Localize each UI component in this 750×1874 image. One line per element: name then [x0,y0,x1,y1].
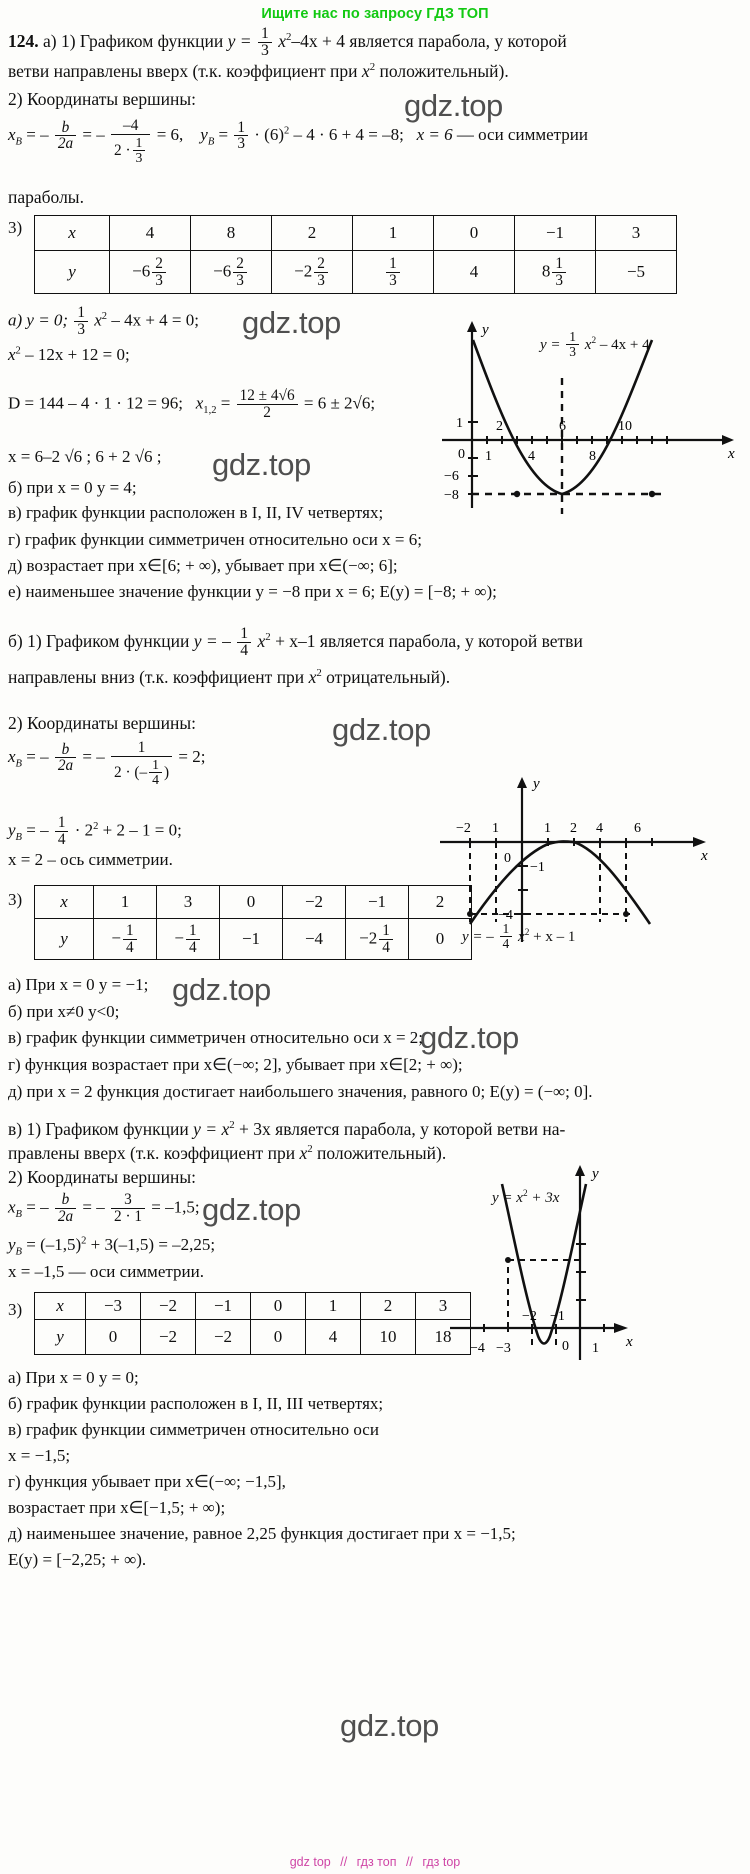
table-cell: −2 [196,1320,251,1355]
table-header-x: x [35,216,110,251]
exponent-2: 2 [286,31,292,44]
part-v-item-a: а) При x = 0 y = 0; [8,1368,139,1387]
part-b-graph-xtick-1: 1 [544,821,551,836]
part-v-graph-xtick-neg3: −3 [496,1341,511,1356]
part-b-graph-ytick-neg4: −4 [498,908,513,923]
fraction-one-third: $\frac{1}{3}$ [258,26,272,59]
fraction-one-third: $\frac{1}{3}$ [234,120,248,152]
part-a-graph-ytick-neg8: −8 [444,488,459,503]
part-b-axis-line: x = 2 – ось симметрии. [8,850,173,869]
table-cell: −2 [141,1293,196,1320]
part-a-item-e: е) наименьшее значение функции y = −8 при x = 6; E(y) = [−8; + ∞); [8,582,497,601]
table-cell: 3 [157,886,220,919]
table-cell: −1 [220,919,283,960]
part-v-item-v1: в) график функции симметричен относительно оси [8,1420,379,1439]
part-a-item-g: г) график функции симметричен относительно оси x = 6; [8,530,422,549]
table-cell: 0 [434,216,515,251]
part-a-graph-y-label: y [482,322,489,338]
part-a-graph-x-label: x [728,446,735,462]
table-cell: −6 $\frac{2}{3}$ [110,251,191,294]
table-cell: 0 [86,1320,141,1355]
table-cell: −4 [283,919,346,960]
table-cell: 0 [251,1293,306,1320]
table-header-x: x [35,886,94,919]
table-cell: 4 [306,1320,361,1355]
table-cell: 4 [434,251,515,294]
part-a-item-v: в) график функции расположен в I, II, IV четвертях; [8,503,384,522]
part-a-graph [432,318,742,523]
part-v-line1: в) 1) Графиком функции $y = x^2 + 3x$ является парабола, у которой ветви на- [8,1119,566,1139]
watermark-6: gdz.top [202,1192,301,1227]
part-b-graph-xtick-neg1: 1 [492,821,499,836]
part-v-graph-origin: 0 [562,1339,569,1354]
part-v-graph-y-label: y [592,1166,599,1182]
table-row [35,1293,471,1320]
promo-banner: Ищите нас по запросу ГДЗ ТОП [261,6,489,22]
table-cell: 18 [416,1320,471,1355]
part-b-line1: б) 1) Графиком функции y = – $\frac{1}{4}$ $x^2 + x-1$ является парабола, у которой ветви [8,625,583,660]
part-a-graph-ytick-1: 1 [456,416,463,431]
table-cell: −2 [141,1320,196,1355]
table-cell: 0 [409,919,472,960]
table-cell: 10 [361,1320,416,1355]
table-cell: 2 [272,216,353,251]
part-b-graph-xtick-2: 2 [570,821,577,836]
part-v-graph-xtick-neg4: −4 [470,1341,485,1356]
table-cell: 2 [409,886,472,919]
table-header-x: x [35,1293,86,1320]
part-b-graph-xtick-6: 6 [634,821,641,836]
part-a-discriminant: D = 144 – 4 · 1 · 12 = 96; $x_{1,2}$ = $\frac{12 \pm 4√6}{2}$ = 6 ± 2√6; [8,387,376,421]
part-b-item-g: г) функция возрастает при x∈(−∞; 2], убывает при x∈[2; + ∞); [8,1055,463,1074]
watermark-5: gdz.top [420,1020,519,1055]
part-a-graph-xtick-2: 2 [496,419,503,434]
footer-right: гдз top [422,1855,461,1869]
part-v-axis-line: x = –1,5 — оси симметрии. [8,1262,204,1281]
part-v-item-d: д) наименьшее значение, равное 2,25 функция достигает при x = −1,5; [8,1524,516,1543]
part-b-item-a: а) При x = 0 y = −1; [8,975,149,994]
part-a-graph-xtick-6: 6 [559,419,566,434]
table-cell: 4 [110,216,191,251]
fraction-b-over-2a: $\frac{b}{2a}$ [55,1192,76,1224]
part-a-line2: ветви направлены вверх (т.к. коэффициент при $x^2$ положительный). [8,61,509,81]
table-cell: −2 $\frac{1}{4}$ [346,919,409,960]
table-cell: 8 [191,216,272,251]
page-footer [0,1855,750,1869]
part-b-graph-x-label: x [701,848,708,864]
fraction-roots: $\frac{12 \pm 4√6}{2}$ [237,388,298,420]
part-v-table-label: 3) [8,1300,23,1319]
part-v-graph-xtick-neg2: −2 [522,1309,537,1324]
part-b-graph-ytick-neg1: −1 [530,860,545,875]
part-v-values-table [34,1292,471,1355]
fraction-one-fourth: $\frac{1}{4}$ [237,626,251,659]
table-row [35,251,677,294]
part-a-graph-xtick-1: 1 [485,449,492,464]
watermark-7: gdz.top [340,1708,439,1743]
footer-mid: гдз топ [356,1855,397,1869]
table-row [35,919,472,960]
part-b-graph-xtick-4: 4 [596,821,603,836]
table-cell: $\frac{1}{3}$ [353,251,434,294]
part-a-line1-tail: –4x + 4 является парабола, у которой [291,30,567,51]
part-b-item-v: в) график функции симметричен относительно оси x = 2; [8,1028,424,1047]
axis-of-symmetry-value: x = 6 [416,125,453,145]
table-cell: 0 [251,1320,306,1355]
table-cell: −1 [515,216,596,251]
part-v-graph-xtick-neg1: −1 [550,1309,565,1324]
part-b-vertex-y: $y_B$ = – $\frac{1}{4}$ · $2^2 + 2 - 1 = 0$; [8,814,182,848]
part-a-table-label: 3) [8,218,23,237]
part-a-values-table [34,215,677,294]
part-b-curve-label: y = – $\frac{1}{4}$ $x^2 + x - 1$ [462,921,576,951]
part-b-line3: 2) Координаты вершины: [8,713,197,733]
part-a-roots-list: x = 6–2 √6 ; 6 + 2 √6 ; [8,447,162,466]
part-v-item-e: E(y) = [−2,25; + ∞). [8,1550,147,1569]
table-cell: 3 [416,1293,471,1320]
watermark-0: gdz.top [404,88,503,123]
part-v-item-g: г) функция убывает при x∈(−∞; −1,5], [8,1472,286,1491]
part-b-graph-xtick-neg2: −2 [456,821,471,836]
table-cell: −1 [196,1293,251,1320]
part-a-curve-label: y = $\frac{1}{3}$ $x^2 - 4x + 4$ [540,329,650,359]
part-b-item-b: б) при x≠0 y<0; [8,1002,120,1021]
footer-sep-2: // [405,1855,413,1869]
table-cell: 0 [220,886,283,919]
watermark-2: gdz.top [212,447,311,482]
fraction-one-fourth: $\frac{1}{4}$ [55,815,69,847]
part-a-line1-pre: а) 1) Графиком функции [43,30,224,51]
table-row [35,886,472,919]
fraction-b-over-2a: $\frac{b}{2a}$ [55,120,76,152]
table-cell: −2 $\frac{2}{3}$ [272,251,353,294]
part-v-item-b: б) график функции расположен в I, II, III четвертях; [8,1394,384,1413]
part-a-solve-a: а) y = 0; $\frac{1}{3}$ $x^2 - 4x + 4 = 0$; [8,304,199,338]
footer-left: gdz top [289,1855,331,1869]
table-cell: − $\frac{1}{4}$ [94,919,157,960]
part-v-curve-label: $y = x^2 + 3x$ [492,1189,560,1206]
part-a-graph-origin: 0 [458,447,465,462]
part-a-vertex-formula: $x_B$ = – $\frac{b}{2a}$ = – –4 2 · $\frac{1}{3}$ = 6, $y_B$ = $\frac{1}{3}$ · $(6)^2 - 4 \cdot 6 + 4 = -8$; x = 6 — оси симметрии [8,117,588,165]
watermark-1: gdz.top [242,305,341,340]
y-vertex-symbol: y [200,125,208,145]
part-a-quadratic: $x^2 - 12x + 12 = 0$; [8,345,130,364]
part-a-eq-y: y = [227,30,252,51]
task-number: 124. [8,30,39,51]
watermark-4: gdz.top [172,972,271,1007]
part-v-line2: правлены вверх (т.к. коэффициент при $x^2$ положительный). [8,1143,447,1163]
subscript-b: B [15,136,22,148]
table-cell: 1 [94,886,157,919]
table-row [35,216,677,251]
part-v-vertex-y: $y_B = (-1,5)^2 + 3(-1,5) = -2,25$; [8,1235,216,1258]
var-x: x [361,61,370,81]
part-v-graph [440,1160,740,1375]
fraction-one-third: $\frac{1}{3}$ [74,305,88,337]
part-v-graph-svg [440,1160,740,1370]
table-cell: −5 [596,251,677,294]
part-a-item-b: б) при x = 0 y = 4; [8,478,137,497]
part-b-graph-y-label: y [533,776,540,792]
part-v-item-g2: возрастает при x∈[−1,5; + ∞); [8,1498,226,1517]
table-cell: 1 [353,216,434,251]
part-a-graph-ytick-neg6: −6 [444,469,459,484]
part-b-item-d: д) при x = 2 функция достигает наибольшего значения, равного 0; E(y) = (−∞; 0]. [8,1082,593,1101]
part-v-item-v2: x = −1,5; [8,1446,71,1465]
part-a-graph-xtick-8: 8 [589,449,596,464]
table-cell: 2 [361,1293,416,1320]
part-a-x: x [278,30,286,51]
part-b-graph [430,772,730,967]
part-b-table-label: 3) [8,890,23,909]
part-b-graph-origin: 0 [504,851,511,866]
fraction-neg4-over-2x-third: –4 2 · $\frac{1}{3}$ [111,118,150,165]
part-a-item-d: д) возрастает при x∈[6; + ∞), убывает при x∈(−∞; 6]; [8,556,398,575]
table-cell: −2 [283,886,346,919]
table-header-y: y [35,1320,86,1355]
table-cell: − $\frac{1}{4}$ [157,919,220,960]
table-cell: 1 [306,1293,361,1320]
fraction-b-over-2a: $\frac{b}{2a}$ [55,742,76,774]
part-a-graph-xtick-10: 10 [618,419,632,434]
table-cell: 8 $\frac{1}{3}$ [515,251,596,294]
x-vertex-symbol: x [8,125,16,145]
footer-sep-1: // [340,1855,348,1869]
exponent-2: 2 [369,61,376,74]
table-header-y: y [35,251,110,294]
part-b-vertex-formula: $x_B$ = – $\frac{b}{2a}$ = – 1 2 · (– $\frac{1}{4}$ ) = 2; [8,739,206,787]
part-b-values-table [34,885,472,960]
part-a-statement [0,26,750,59]
watermark-3: gdz.top [332,712,431,747]
table-cell: 3 [596,216,677,251]
part-a-graph-xtick-4: 4 [528,449,535,464]
part-a-line3: 2) Координаты вершины: [8,89,197,109]
table-cell: −1 [346,886,409,919]
table-cell: −6 $\frac{2}{3}$ [191,251,272,294]
part-a-parabola-word: параболы. [8,187,84,207]
part-v-line3: 2) Координаты вершины: [8,1167,197,1187]
part-b-line2: направлены вниз (т.к. коэффициент при $x^2$ отрицательный). [8,667,451,687]
table-cell: −3 [86,1293,141,1320]
part-v-graph-x-label: x [626,1334,633,1350]
table-row [35,1320,471,1355]
table-header-y: y [35,919,94,960]
part-v-graph-xtick-1: 1 [592,1341,599,1356]
part-v-vertex-formula: $x_B$ = – $\frac{b}{2a}$ = – $\frac{3}{2 \cdot 1}$ = –1,5; [8,1191,200,1225]
